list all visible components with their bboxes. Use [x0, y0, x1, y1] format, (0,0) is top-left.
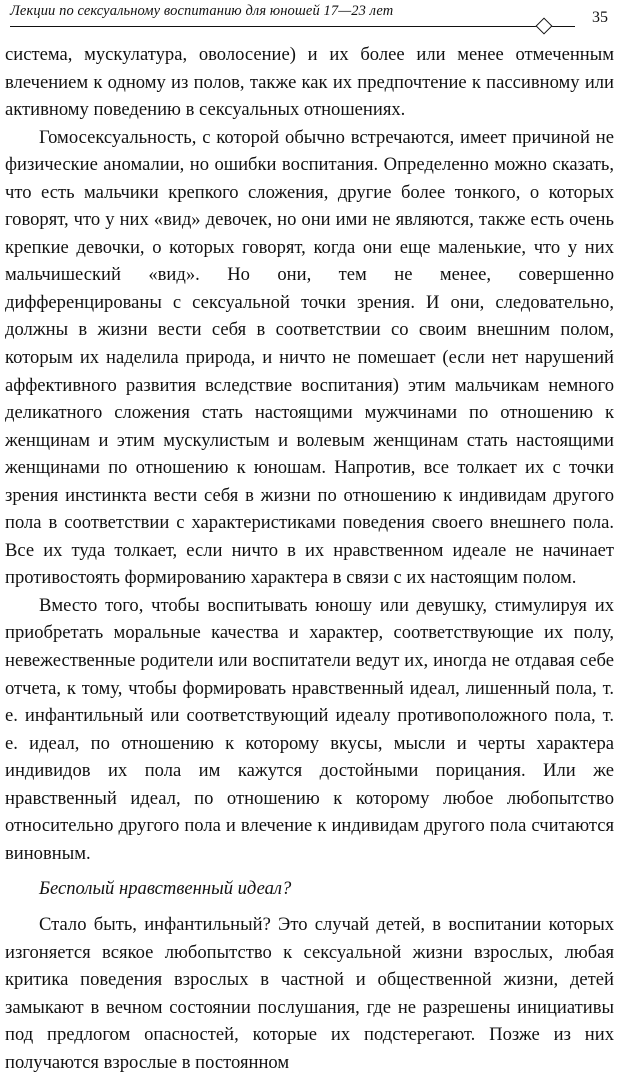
page-header — [10, 0, 610, 34]
rule-diamond-ornament — [536, 18, 553, 35]
body-text — [5, 41, 614, 1076]
header-rule — [10, 26, 575, 27]
paragraph-homosexuality: Гомосексуальность, с которой обычно встречаются, имеет причиной не физические аномалии, но ошибки воспитания. Определенно можно сказать, что есть мальчики крепкого сложения, другие более тонкого, о которых говорят, что у них «вид» девочек, но они ими не являются, также есть очень крепкие девочки, о которых говорят, когда они еще маленькие, что у них мальчишеский «вид». Но они, тем не менее, совершенно дифференцированы с сексуальной точки зрения. И они, следовательно, должны в жизни вести себя в соответствии со своим внешним полом, которым их наделила природа, и ничто не помешает (если нет нарушений аффективного развития вследствие воспитания) этим мальчикам немного деликатного сложения стать настоящими мужчинами по отношению к женщинам и этим мускулистым и волевым женщинам стать настоящими женщинами по отношению к юношам. Напротив, все толкает их с точки зрения инстинкта вести себя в жизни по отношению к индивидам другого пола в соответствии с характеристиками поведения своего внешнего пола. Все их туда толкает, если ничто в их нравственном идеале не начинает противостоять формированию характера в связи с их настоящим полом. — [5, 126, 614, 589]
paragraph-upbringing: Вместо того, чтобы воспитывать юношу или девушку, стимулируя их приобретать моральные качества и характер, соответствующие их полу, невежественные родители или воспитатели ведут их, иногда не отдавая себе отчета, к тому, чтобы формировать нравственный идеал, лишенный пола, т. е. инфантильный или соответствующий идеалу противоположного пола, т. е. идеал, по отношению к которому вкусы, мысли и черты характера индивидов их пола им кажутся достойными порицания. Или же нравственный идеал, по отношению к которому любое любопытство относительно другого пола и влечение к индивидам другого пола считаются виновным. — [5, 594, 614, 864]
running-head: Лекции по сексуальному воспитанию для юношей 17—23 лет — [10, 3, 394, 19]
paragraph-continued: система, мускулатура, оволосение) и их более или менее отмеченным влечением к одному из полов, также как их предпочтение к пассивному или активному поведению в сексуальных отношениях. — [5, 44, 614, 121]
paragraph-infantile: Стало быть, инфантильный? Это случай детей, в воспитании которых изгоняется всякое любопытство к сексуальной жизни взрослых, любая критика поведения взрослых в частной и общественной жизни, детей замыкают в вечном состоянии послушания, где не разрешены инициативы под предлогом опасностей, которые их подстерегают. Позже из них получаются взрослые в постоянном — [5, 913, 614, 1073]
section-subheading: Бесполый нравственный идеал? — [39, 878, 292, 900]
page-number: 35 — [592, 9, 608, 26]
